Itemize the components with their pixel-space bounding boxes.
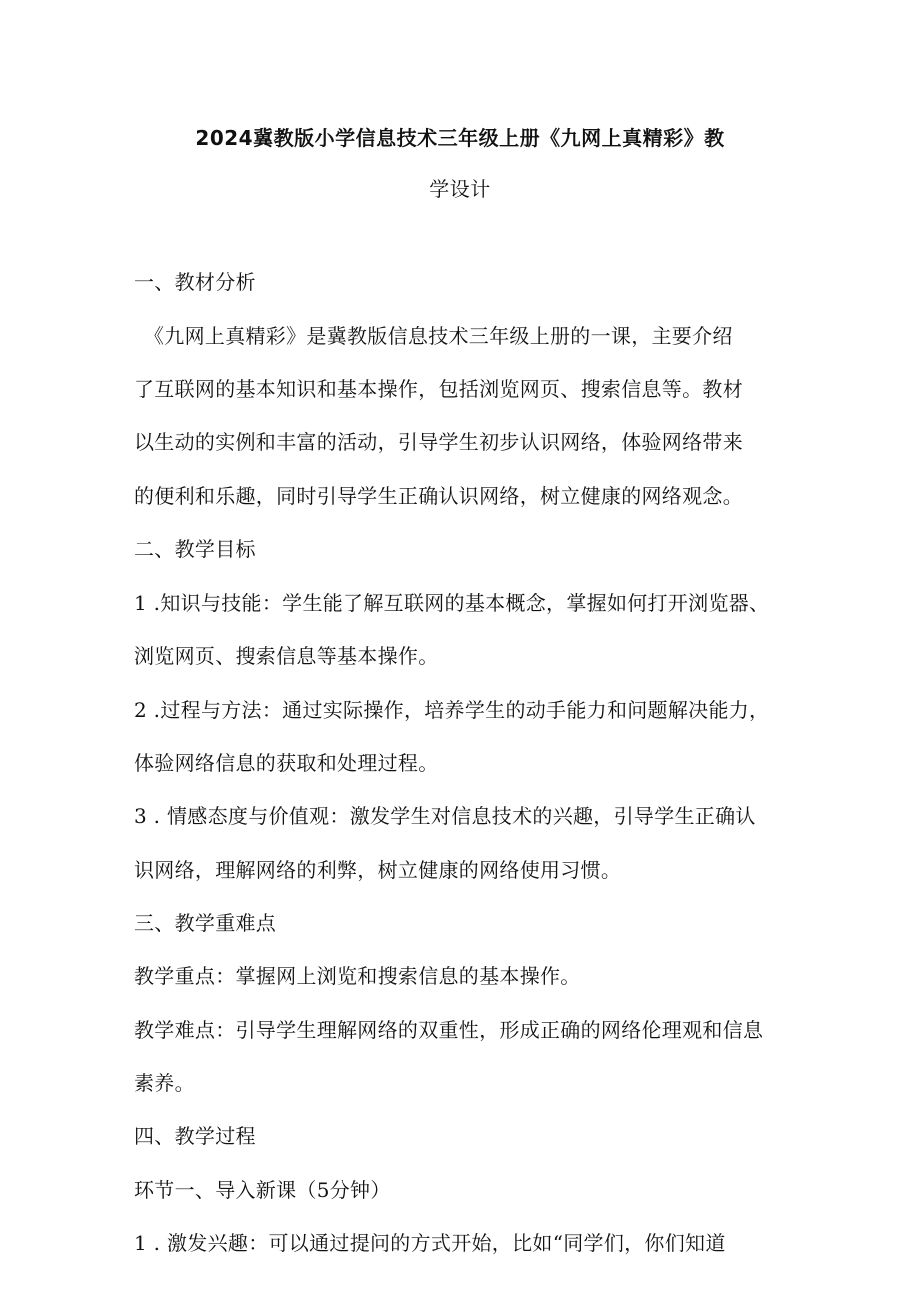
paragraph-line: 教学难点：引导学生理解网络的双重性，形成正确的网络伦理观和信息	[134, 1018, 764, 1042]
section-heading: 一、教材分析	[134, 270, 256, 294]
paragraph-line: 《九网上真精彩》是冀教版信息技术三年级上册的一课，主要介绍	[144, 324, 733, 348]
subsection-heading: 环节一、导入新课（5分钟）	[134, 1178, 391, 1202]
section-heading: 三、教学重难点	[134, 911, 277, 935]
list-item-line: 3 . 情感态度与价值观：激发学生对信息技术的兴趣，引导学生正确认	[134, 804, 756, 828]
document-title-line-1: 2024冀教版小学信息技术三年级上册《九网上真精彩》教	[195, 126, 725, 150]
list-item-line: 1 . 激发兴趣：可以通过提问的方式开始，比如“同学们，你们知道	[134, 1231, 726, 1255]
list-item-line: 2 .过程与方法：通过实际操作，培养学生的动手能力和问题解决能力，	[134, 698, 770, 722]
section-heading: 四、教学过程	[134, 1124, 256, 1148]
list-item-line: 识网络，理解网络的利弊，树立健康的网络使用习惯。	[134, 858, 622, 882]
paragraph-line: 素养。	[134, 1071, 195, 1095]
paragraph-line: 教学重点：掌握网上浏览和搜索信息的基本操作。	[134, 964, 581, 988]
list-item-line: 1 .知识与技能：学生能了解互联网的基本概念，掌握如何打开浏览器、	[134, 591, 770, 615]
paragraph-line: 以生动的实例和丰富的活动，引导学生初步认识网络，体验网络带来	[134, 430, 743, 454]
paragraph-line: 的便利和乐趣，同时引导学生正确认识网络，树立健康的网络观念。	[134, 484, 743, 508]
document-title-line-2: 学设计	[429, 177, 491, 201]
list-item-line: 浏览网页、搜索信息等基本操作。	[134, 644, 439, 668]
list-item-line: 体验网络信息的获取和处理过程。	[134, 751, 439, 775]
section-heading: 二、教学目标	[134, 537, 256, 561]
paragraph-line: 了互联网的基本知识和基本操作，包括浏览网页、搜索信息等。教材	[134, 377, 743, 401]
